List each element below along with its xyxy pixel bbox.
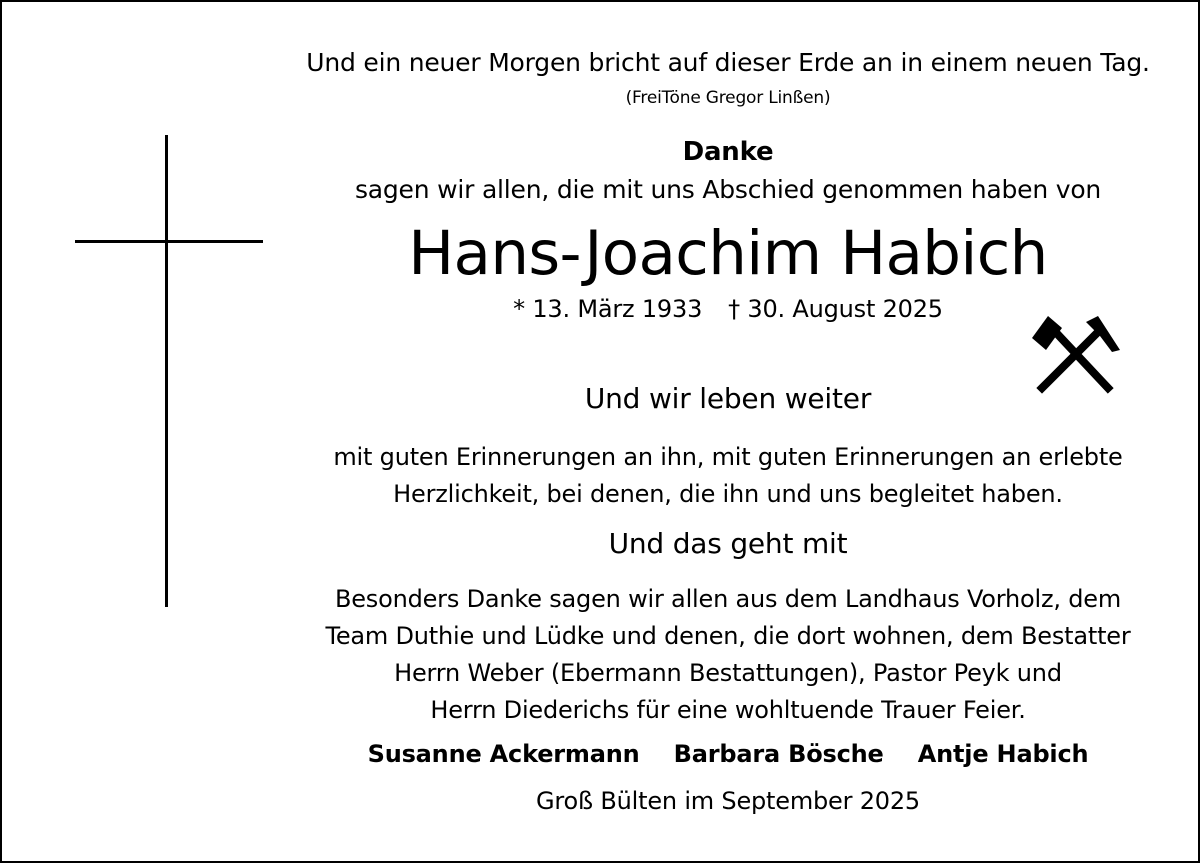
place-and-date: Groß Bülten im September 2025 [536, 787, 920, 815]
section1-line: Herzlichkeit, bei denen, die ihn und uns begleitet haben. [393, 480, 1063, 508]
signatory: Antje Habich [917, 740, 1089, 768]
section1-heading: Und wir leben weiter [584, 382, 872, 415]
hammer-and-pick-icon [1028, 312, 1120, 394]
cross-icon [165, 135, 168, 607]
section2-line: Herrn Diederichs für eine wohltuende Trauer Feier. [430, 696, 1026, 724]
section2-line: Herrn Weber (Ebermann Bestattungen), Pastor Peyk und [394, 659, 1062, 687]
signatory: Susanne Ackermann [367, 740, 640, 768]
cross-icon-bar [75, 240, 263, 243]
motto-source: (FreiTöne Gregor Linßen) [625, 88, 831, 108]
section1-line: mit guten Erinnerungen an ihn, mit guten Erinnerungen an erlebte [333, 443, 1123, 471]
signatory: Barbara Bösche [673, 740, 884, 768]
section2-line: Team Duthie und Lüdke und denen, die dort wohnen, dem Bestatter [325, 622, 1131, 650]
death-date: † 30. August 2025 [728, 295, 943, 323]
section2-line: Besonders Danke sagen wir allen aus dem Landhaus Vorholz, dem [334, 585, 1122, 613]
birth-date: * 13. März 1933 [513, 295, 703, 323]
thanks-heading: Danke [682, 137, 774, 167]
signatories [300, 742, 1156, 766]
thanks-line: sagen wir allen, die mit uns Abschied genommen haben von [354, 175, 1102, 204]
motto-line: Und ein neuer Morgen bricht auf dieser Erde an in einem neuen Tag. [306, 48, 1150, 77]
section2-heading: Und das geht mit [608, 527, 848, 560]
section2-text [300, 581, 1156, 729]
deceased-name: Hans-Joachim Habich [408, 218, 1048, 289]
section1-text [300, 439, 1156, 513]
